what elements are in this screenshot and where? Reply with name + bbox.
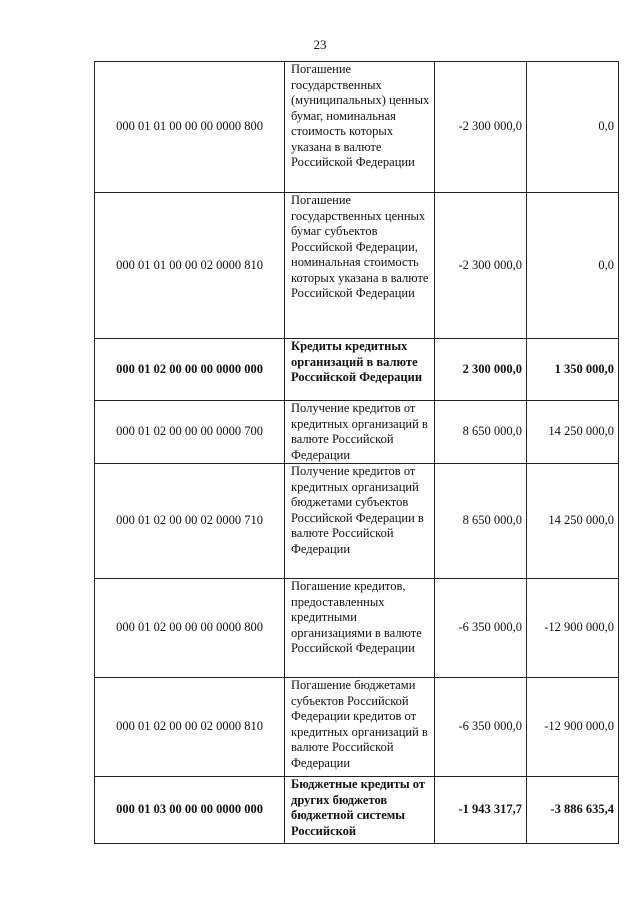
- page-number: 23: [313, 37, 327, 52]
- budget-code: 000 01 02 00 00 00 0000 700: [95, 401, 285, 464]
- table-row: [95, 193, 619, 339]
- value-col-2: -3 886 635,4: [527, 777, 619, 844]
- value-col-2: -12 900 000,0: [527, 579, 619, 678]
- budget-code: 000 01 02 00 00 00 0000 000: [95, 339, 285, 401]
- budget-code: 000 01 02 00 00 00 0000 800: [95, 579, 285, 678]
- value-col-2: 14 250 000,0: [527, 401, 619, 464]
- value-col-1: 2 300 000,0: [435, 339, 527, 401]
- budget-code: 000 01 02 00 00 02 0000 810: [95, 678, 285, 777]
- table-row: [95, 579, 619, 678]
- table-row: [95, 339, 619, 401]
- table-row: [95, 62, 619, 193]
- row-description: Погашение кредитов, предоставленных кредитными организациями в валюте Российской Федерации: [285, 579, 435, 678]
- budget-code: 000 01 01 00 00 00 0000 800: [95, 62, 285, 193]
- value-col-2: 0,0: [527, 193, 619, 339]
- row-description: Погашение государственных (муниципальных) ценных бумаг, номинальная стоимость которых указана в валюте Российской Федерации: [285, 62, 435, 193]
- row-description: Погашение государственных ценных бумаг субъектов Российской Федерации, номинальная стоимость которых указана в валюте Российской Федерации: [285, 193, 435, 339]
- value-col-1: 8 650 000,0: [435, 464, 527, 579]
- value-col-1: -1 943 317,7: [435, 777, 527, 844]
- budget-code: 000 01 02 00 00 02 0000 710: [95, 464, 285, 579]
- table-row: [95, 777, 619, 844]
- value-col-2: 1 350 000,0: [527, 339, 619, 401]
- budget-code: 000 01 01 00 00 02 0000 810: [95, 193, 285, 339]
- row-description: Погашение бюджетами субъектов Российской Федерации кредитов от кредитных организаций в валюте Российской Федерации: [285, 678, 435, 777]
- value-col-1: 8 650 000,0: [435, 401, 527, 464]
- budget-code: 000 01 03 00 00 00 0000 000: [95, 777, 285, 844]
- row-description: Получение кредитов от кредитных организаций бюджетами субъектов Российской Федерации в валюте Российской Федерации: [285, 464, 435, 579]
- value-col-1: -6 350 000,0: [435, 678, 527, 777]
- value-col-2: 0,0: [527, 62, 619, 193]
- value-col-2: -12 900 000,0: [527, 678, 619, 777]
- table-row: [95, 464, 619, 579]
- value-col-1: -2 300 000,0: [435, 193, 527, 339]
- row-description: Бюджетные кредиты от других бюджетов бюджетной системы Российской: [285, 777, 435, 844]
- budget-table: [94, 61, 619, 844]
- value-col-1: -2 300 000,0: [435, 62, 527, 193]
- row-description: Кредиты кредитных организаций в валюте Российской Федерации: [285, 339, 435, 401]
- row-description: Получение кредитов от кредитных организаций в валюте Российской Федерации: [285, 401, 435, 464]
- table-row: [95, 401, 619, 464]
- value-col-2: 14 250 000,0: [527, 464, 619, 579]
- table-row: [95, 678, 619, 777]
- value-col-1: -6 350 000,0: [435, 579, 527, 678]
